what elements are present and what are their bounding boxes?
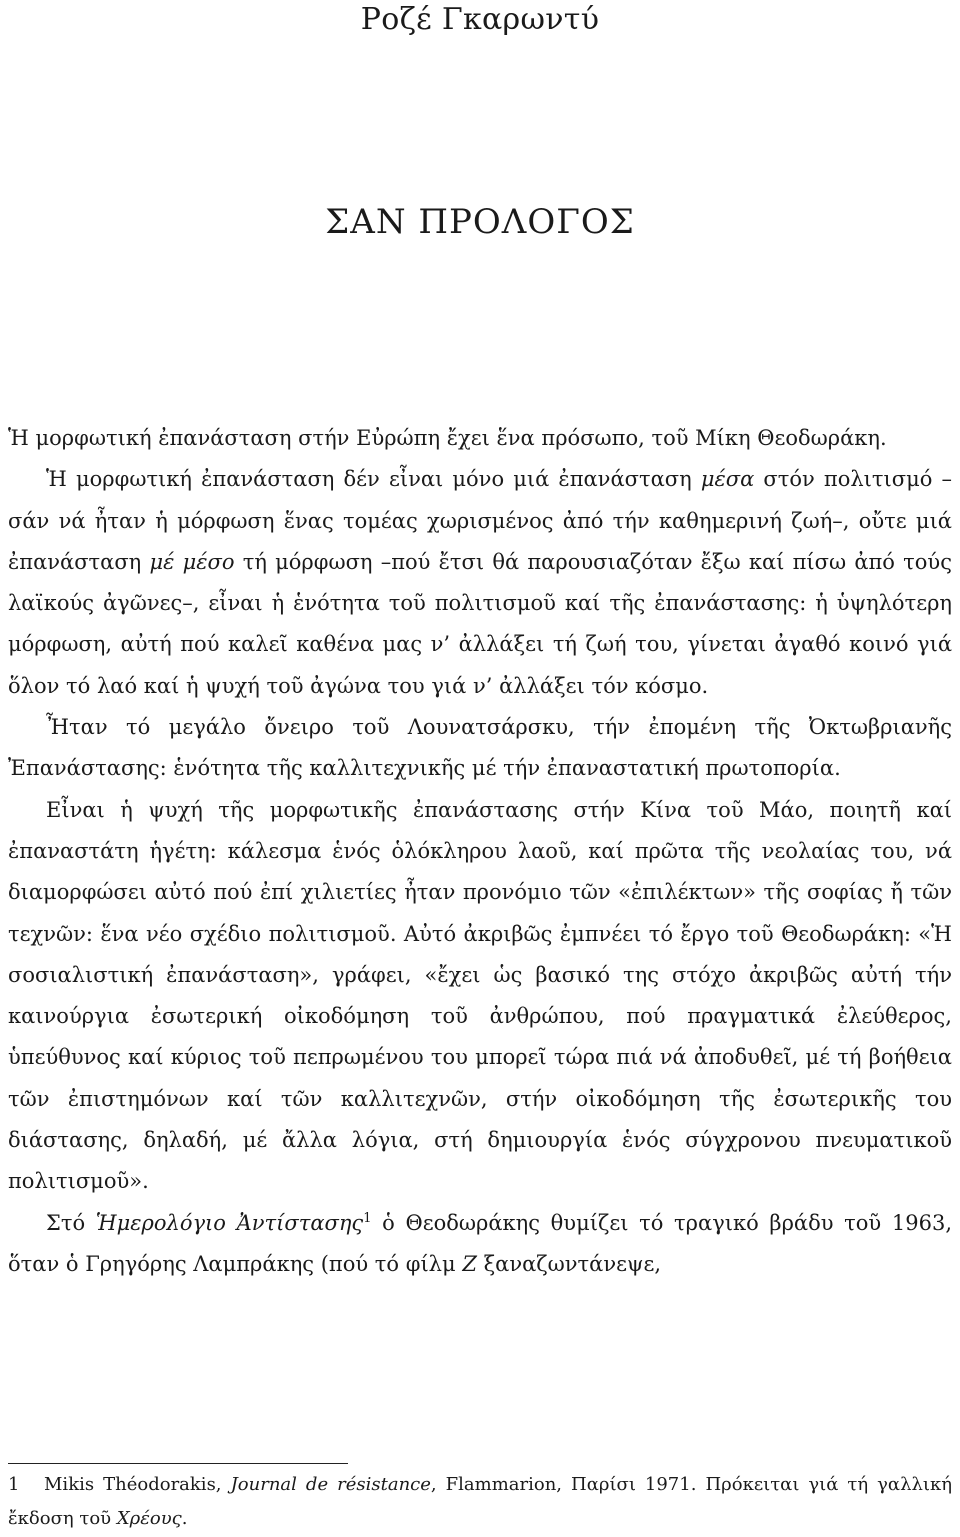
- footnote-reference[interactable]: 1: [363, 1210, 372, 1226]
- footnote-text-a: Mikis Théodorakis,: [44, 1474, 231, 1495]
- paragraph-2-part-a: Ἡ μορφωτική ἐπανάσταση δέν εἶναι μόνο μιά ἐπανάσταση: [46, 467, 701, 492]
- footnote-number: 1: [8, 1474, 20, 1495]
- emphasis-me-meso: μέ μέσο: [149, 549, 235, 574]
- footnote-text-b: , Flammarion, Παρίσι 1971. Πρόκειται γιά τή γαλλική ἔκδοση τοῦ: [8, 1474, 952, 1529]
- paragraph-2: [8, 459, 952, 707]
- paragraph-5: [8, 1203, 952, 1286]
- paragraph-2-part-b: στόν πολιτισμό –σάν νά ἦταν ἡ μόρφωση ἕνας τομέας χωρισμένος ἀπό τήν καθημερινή ζωή–, οὔτε μιά ἐπανάσταση: [8, 467, 952, 574]
- paragraph-2-part-c: τή μόρφωση –πού ἔτσι θά παρουσιαζόταν ἔξω καί πίσω ἀπό τούς λαϊκούς ἀγῶνες–, εἶναι ἡ ἑνότητα τοῦ πολιτισμοῦ καί τῆς ἐπανάστασης: ἡ ὑψηλότερη μόρφωση, αὐτή πού καλεῖ καθένα μας ν’ ἀλλάξει τή ζωή του, γίνεται ἀγαθό κοινό γιά ὅλον τό λαό καί ἡ ψυχή τοῦ ἀγώνα του γιά ν’ ἀλλάξει τόν κόσμο.: [8, 549, 952, 698]
- film-title-emphasis: Z: [462, 1251, 477, 1276]
- chapter-title: ΣΑΝ ΠΡΟΛΟΓΟΣ: [325, 202, 635, 242]
- footnote-text-c: .: [181, 1508, 188, 1529]
- book-title-emphasis: Ἡμερολόγιο Ἀντίστασης: [95, 1210, 364, 1235]
- author-name: Ροζέ Γκαρωντύ: [360, 2, 600, 37]
- paragraph-5-part-c: ξαναζωντάνεψε,: [476, 1251, 662, 1276]
- paragraph-5-part-b: ὁ Θεοδωράκης θυμίζει τό τραγικό βράδυ τοῦ 1963, ὅταν ὁ Γρηγόρης Λαμπράκης (πού τό φίλμ: [8, 1210, 952, 1276]
- footnote-work-title: Χρέους: [116, 1508, 182, 1529]
- paragraph-4: Εἶναι ἡ ψυχή τῆς μορφωτικῆς ἐπανάστασης στήν Κίνα τοῦ Μάο, ποιητῆ καί ἐπαναστάτη ἡγέτη: κάλεσμα ἑνός ὁλόκληρου λαοῦ, καί πρῶτα τῆς νεολαίας του, νά διαμορφώσει αὐτό πού ἐπί χιλιετίες ἦταν προνόμιο τῶν «ἐπιλέκτων» τῆς σοφίας ἤ τῶν τεχνῶν: ἕνα νέο σχέδιο πολιτισμοῦ. Αὐτό ἀκριβῶς ἐμπνέει τό ἔργο τοῦ Θεοδωράκη: «Ἡ σοσιαλιστική ἐπανάσταση», γράφει, «ἔχει ὡς βασικό της στόχο ἀκριβῶς αὐτή τήν καινούργια ἐσωτερική οἰκοδόμηση τοῦ ἀνθρώπου, πού πραγματικά ἐλεύθερος, ὑπεύθυνος καί κύριος τοῦ πεπρωμένου του μπορεῖ τώρα πιά νά ἀποδυθεῖ, μέ τή βοήθεια τῶν ἐπιστημόνων καί τῶν καλλιτεχνῶν, στήν οἰκοδόμηση τῆς ἐσωτερικῆς του διάστασης, δηλαδή, μέ ἄλλα λόγια, στή δημιουργία ἑνός σύγχρονου πνευματικοῦ πολιτισμοῦ».: [8, 797, 952, 1194]
- emphasis-mesa: μέσα: [700, 467, 755, 492]
- footnote: [8, 1468, 952, 1536]
- footnote-book-title: Journal de résistance: [230, 1474, 431, 1495]
- paragraph-5-part-a: Στό: [46, 1210, 96, 1235]
- footnote-divider: [8, 1463, 348, 1464]
- paragraph-3: Ἦταν τό μεγάλο ὄνειρο τοῦ Λουνατσάρσκυ, τήν ἐπομένη τῆς Ὀκτωβριανῆς Ἐπανάστασης: ἑνότητα τῆς καλλιτεχνικῆς μέ τήν ἐπαναστατική πρωτοπορία.: [8, 715, 952, 781]
- body-text: [8, 418, 952, 1285]
- paragraph-1: Ἡ μορφωτική ἐπανάσταση στήν Εὐρώπη ἔχει ἕνα πρόσωπο, τοῦ Μίκη Θεοδωράκη.: [8, 426, 887, 450]
